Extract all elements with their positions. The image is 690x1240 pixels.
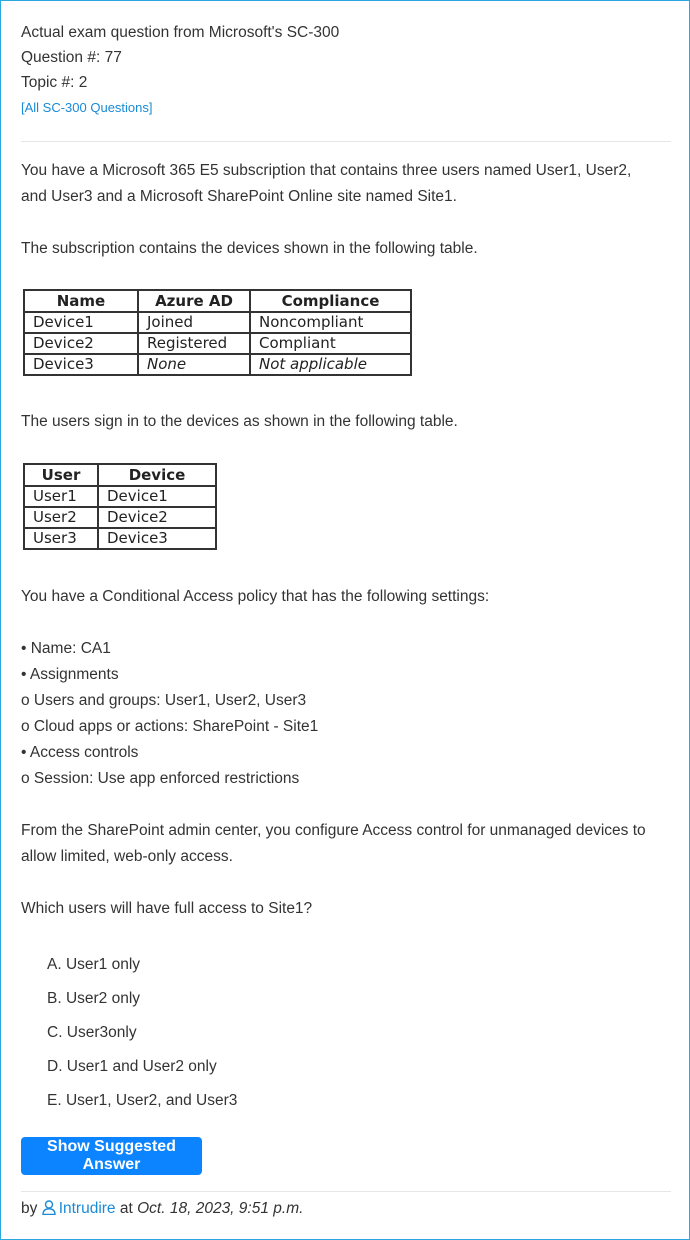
cell: Device2 — [98, 507, 216, 528]
header-divider — [21, 141, 671, 142]
user-icon — [42, 1200, 56, 1215]
question-number: Question #: 77 — [21, 49, 122, 66]
author-link[interactable]: Intrudire — [58, 1200, 116, 1217]
cell: Registered — [138, 333, 250, 354]
question-intro: You have a Microsoft 365 E5 subscription that contains three users named User1, User2, and User3 and a Microsoft SharePoint Online site named Site1. — [21, 162, 632, 205]
cell: Device1 — [98, 486, 216, 507]
col-name: Name — [24, 290, 138, 312]
col-compliance: Compliance — [250, 290, 411, 312]
devices-table-header — [24, 290, 411, 312]
cell: Device1 — [24, 312, 138, 333]
cell: User3 — [24, 528, 98, 549]
users-intro: The users sign in to the devices as shown in the following table. — [21, 413, 458, 430]
table-row — [24, 333, 411, 354]
policy-line: • Name: CA1 — [21, 640, 111, 657]
question-prompt: Which users will have full access to Site1? — [21, 900, 313, 917]
policy-intro: You have a Conditional Access policy that has the following settings: — [21, 588, 490, 605]
cell: Device2 — [24, 333, 138, 354]
table-row — [24, 312, 411, 333]
topic-number: Topic #: 2 — [21, 74, 88, 91]
table-row — [24, 507, 216, 528]
cell: Device3 — [98, 528, 216, 549]
table-row — [24, 486, 216, 507]
post-date: Oct. 18, 2023, 9:51 p.m. — [137, 1200, 304, 1217]
cell: Joined — [138, 312, 250, 333]
policy-line: o Session: Use app enforced restrictions — [21, 770, 300, 787]
col-device: Device — [98, 464, 216, 486]
policy-settings — [21, 636, 318, 792]
exam-title: Actual exam question from Microsoft's SC-300 — [21, 24, 340, 41]
cell: None — [138, 354, 250, 375]
cell: Compliant — [250, 333, 411, 354]
footer-by: by — [21, 1200, 38, 1217]
policy-line: o Users and groups: User1, User2, User3 — [21, 692, 307, 709]
footer-at: at — [119, 1200, 133, 1217]
choice-d[interactable]: D. User1 and User2 only — [47, 1058, 217, 1075]
col-user: User — [24, 464, 98, 486]
cell: Device3 — [24, 354, 138, 375]
cell: Noncompliant — [250, 312, 411, 333]
cell: User1 — [24, 486, 98, 507]
users-table-header — [24, 464, 216, 486]
col-azure-ad: Azure AD — [138, 290, 250, 312]
question-header — [21, 20, 339, 119]
cell: Not applicable — [250, 354, 411, 375]
sharepoint-text: From the SharePoint admin center, you configure Access control for unmanaged devices to allow limited, web-only access. — [21, 822, 646, 865]
footer-divider — [21, 1191, 671, 1192]
table-row — [24, 528, 216, 549]
cell: User2 — [24, 507, 98, 528]
choice-c[interactable]: C. User3only — [47, 1024, 137, 1041]
choice-e[interactable]: E. User1, User2, and User3 — [47, 1092, 238, 1109]
table-row — [24, 354, 411, 375]
policy-line: o Cloud apps or actions: SharePoint - Site1 — [21, 718, 319, 735]
show-suggested-answer-button[interactable]: Show Suggested Answer — [21, 1137, 202, 1175]
policy-line: • Assignments — [21, 666, 119, 683]
policy-line: • Access controls — [21, 744, 139, 761]
all-questions-link[interactable]: [All SC-300 Questions] — [21, 100, 153, 115]
users-table — [23, 463, 217, 550]
footer — [21, 1198, 303, 1220]
devices-intro: The subscription contains the devices shown in the following table. — [21, 240, 478, 257]
choice-b[interactable]: B. User2 only — [47, 990, 141, 1007]
devices-table — [23, 289, 412, 376]
choice-a[interactable]: A. User1 only — [47, 956, 141, 973]
